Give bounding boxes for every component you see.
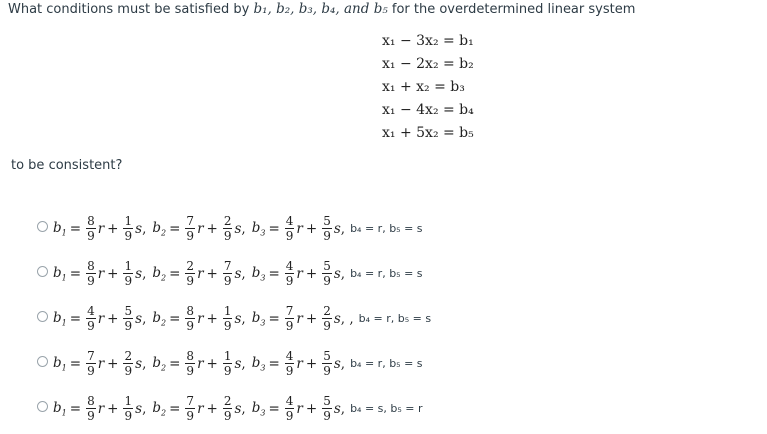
- fraction-numerator: 7: [285, 304, 294, 318]
- fraction-denominator: 9: [186, 274, 195, 288]
- plus-sign: +: [107, 220, 119, 237]
- coefficient-r: [285, 395, 295, 422]
- plus-sign: +: [305, 220, 318, 237]
- question-text: [8, 1, 635, 17]
- coefficient-s: [322, 305, 332, 332]
- variable-r: r: [97, 355, 105, 372]
- fraction-denominator: 9: [223, 364, 232, 378]
- fraction-numerator: 2: [186, 259, 195, 273]
- equals-sign: =: [169, 265, 181, 282]
- fraction-numerator: 7: [186, 394, 195, 408]
- coefficient-r: [86, 395, 96, 422]
- variable-r: r: [296, 400, 303, 417]
- radio-button[interactable]: [37, 266, 48, 277]
- fraction-numerator: 1: [223, 349, 232, 363]
- plus-sign: +: [206, 265, 218, 282]
- fraction-numerator: 2: [323, 304, 331, 318]
- coefficient-r: [86, 305, 96, 332]
- variable-s: s: [135, 400, 143, 417]
- plus-sign: +: [305, 400, 318, 417]
- fraction-numerator: 5: [124, 304, 133, 318]
- variable-s: s: [135, 220, 143, 237]
- fraction-numerator: 2: [124, 349, 133, 363]
- fraction-numerator: 4: [87, 304, 95, 318]
- coefficient-s: [223, 260, 233, 287]
- fraction-denominator: 9: [186, 364, 195, 378]
- variable-s: s: [234, 400, 242, 417]
- variable-s: s: [234, 265, 242, 282]
- fraction-denominator: 9: [285, 229, 294, 243]
- fraction-denominator: 9: [223, 274, 232, 288]
- variable-s: s: [234, 220, 242, 237]
- coefficient-s: [223, 305, 233, 332]
- fraction-denominator: 9: [186, 319, 195, 333]
- subscript: 3: [260, 318, 266, 328]
- equals-sign: =: [169, 355, 181, 372]
- variable-s: s: [135, 310, 143, 327]
- separator: ,: [142, 355, 147, 372]
- subscript: 3: [260, 228, 266, 238]
- variable-s: s: [135, 265, 143, 282]
- variable-r: r: [197, 220, 204, 237]
- option-formula: [53, 260, 423, 287]
- variable-b1: $b_1$: [53, 219, 67, 238]
- fraction-denominator: 9: [323, 409, 331, 423]
- equals-sign: =: [268, 355, 280, 372]
- coefficient-s: [123, 260, 133, 287]
- variable-s: s: [135, 355, 143, 372]
- system-equation-4: x₁ − 4x₂ = b₄: [382, 102, 474, 118]
- equals-sign: =: [69, 355, 82, 372]
- fraction-denominator: 9: [186, 409, 195, 423]
- subscript: 3: [260, 273, 266, 283]
- variable-b3: $b_3$: [251, 354, 266, 373]
- fraction-numerator: 8: [87, 394, 95, 408]
- question-suffix: for the overdetermined linear system: [387, 2, 636, 17]
- fraction-denominator: 9: [124, 229, 133, 243]
- plus-sign: +: [107, 265, 119, 282]
- subscript: 1: [61, 273, 67, 283]
- equals-sign: =: [69, 220, 82, 237]
- coefficient-r: [86, 260, 96, 287]
- variable-s: s: [333, 265, 341, 282]
- variable-r: r: [197, 355, 204, 372]
- coefficient-r: [185, 350, 195, 377]
- variable-b3: $b_3$: [251, 219, 266, 238]
- plus-sign: +: [206, 310, 218, 327]
- subscript: 1: [61, 363, 67, 373]
- fraction-numerator: 1: [124, 259, 133, 273]
- fraction-denominator: 9: [223, 409, 232, 423]
- coefficient-r: [185, 260, 195, 287]
- question-variables: b₁, b₂, b₃, b₄, and b₅: [253, 1, 388, 17]
- subscript: 3: [260, 408, 266, 418]
- fraction-denominator: 9: [87, 274, 95, 288]
- equals-sign: =: [268, 265, 280, 282]
- fraction-denominator: 9: [323, 229, 331, 243]
- variable-r: r: [97, 400, 105, 417]
- fraction-numerator: 5: [323, 394, 331, 408]
- variable-b3: $b_3$: [251, 399, 266, 418]
- question-continuation: to be consistent?: [11, 158, 123, 173]
- plus-sign: +: [305, 355, 318, 372]
- fraction-numerator: 8: [186, 349, 195, 363]
- subscript: 3: [260, 363, 266, 373]
- subscript: 2: [161, 228, 167, 238]
- coefficient-r: [285, 260, 295, 287]
- fraction-numerator: 1: [124, 394, 133, 408]
- plus-sign: +: [206, 220, 218, 237]
- option-tail: b₄ = s, b₅ = r: [350, 402, 423, 415]
- equals-sign: =: [268, 220, 280, 237]
- fraction-numerator: 7: [186, 214, 195, 228]
- coefficient-s: [123, 215, 133, 242]
- system-equation-3: x₁ + x₂ = b₃: [382, 79, 465, 95]
- fraction-numerator: 7: [223, 259, 232, 273]
- fraction-denominator: 9: [223, 229, 232, 243]
- radio-button[interactable]: [37, 356, 48, 367]
- separator: , ,: [340, 310, 354, 327]
- separator: ,: [142, 310, 147, 327]
- fraction-numerator: 8: [87, 259, 95, 273]
- separator: ,: [340, 265, 346, 282]
- plus-sign: +: [206, 355, 218, 372]
- coefficient-r: [285, 350, 295, 377]
- equals-sign: =: [268, 310, 280, 327]
- separator: ,: [340, 220, 346, 237]
- option-tail: b₄ = r, b₅ = s: [358, 312, 432, 325]
- variable-b3: $b_3$: [251, 264, 266, 283]
- fraction-denominator: 9: [124, 364, 133, 378]
- fraction-denominator: 9: [223, 319, 232, 333]
- subscript: 2: [161, 273, 167, 283]
- coefficient-r: [86, 215, 96, 242]
- variable-b1: $b_1$: [53, 264, 67, 283]
- coefficient-r: [86, 350, 96, 377]
- radio-button[interactable]: [37, 311, 48, 322]
- option-formula: [53, 395, 423, 422]
- coefficient-r: [185, 305, 195, 332]
- option-formula: [53, 215, 423, 242]
- fraction-denominator: 9: [87, 229, 95, 243]
- fraction-denominator: 9: [87, 364, 95, 378]
- variable-b3: $b_3$: [251, 309, 266, 328]
- variable-r: r: [197, 265, 204, 282]
- fraction-denominator: 9: [285, 364, 294, 378]
- separator: ,: [340, 355, 346, 372]
- fraction-numerator: 2: [223, 214, 232, 228]
- system-equation-1: x₁ − 3x₂ = b₁: [382, 33, 474, 49]
- plus-sign: +: [305, 310, 318, 327]
- option-formula: [53, 350, 423, 377]
- variable-b2: $b_2$: [152, 264, 167, 283]
- variable-s: s: [333, 310, 341, 327]
- fraction-numerator: 5: [323, 349, 331, 363]
- variable-s: s: [333, 220, 341, 237]
- option-formula: [53, 305, 431, 332]
- variable-r: r: [296, 310, 303, 327]
- plus-sign: +: [107, 355, 119, 372]
- equals-sign: =: [169, 220, 181, 237]
- variable-s: s: [333, 400, 341, 417]
- fraction-numerator: 4: [285, 259, 294, 273]
- coefficient-s: [322, 215, 332, 242]
- fraction-numerator: 5: [323, 214, 331, 228]
- variable-r: r: [97, 220, 105, 237]
- separator: ,: [142, 400, 147, 417]
- plus-sign: +: [107, 310, 119, 327]
- fraction-numerator: 7: [87, 349, 95, 363]
- variable-b1: $b_1$: [53, 399, 67, 418]
- fraction-numerator: 8: [87, 214, 95, 228]
- variable-r: r: [97, 265, 105, 282]
- system-equation-2: x₁ − 2x₂ = b₂: [382, 56, 474, 72]
- coefficient-r: [185, 395, 195, 422]
- fraction-numerator: 8: [186, 304, 195, 318]
- linear-system: [382, 30, 474, 145]
- coefficient-s: [223, 215, 233, 242]
- option-tail: b₄ = r, b₅ = s: [350, 267, 423, 280]
- fraction-denominator: 9: [87, 319, 95, 333]
- coefficient-s: [223, 350, 233, 377]
- subscript: 1: [61, 228, 67, 238]
- equals-sign: =: [69, 400, 82, 417]
- system-equation-5: x₁ + 5x₂ = b₅: [382, 125, 474, 141]
- fraction-denominator: 9: [124, 274, 133, 288]
- coefficient-r: [185, 215, 195, 242]
- subscript: 2: [161, 318, 167, 328]
- equals-sign: =: [69, 310, 82, 327]
- coefficient-s: [322, 260, 332, 287]
- equals-sign: =: [69, 265, 82, 282]
- fraction-denominator: 9: [186, 229, 195, 243]
- variable-b2: $b_2$: [152, 399, 167, 418]
- coefficient-r: [285, 215, 295, 242]
- fraction-numerator: 1: [223, 304, 232, 318]
- variable-r: r: [97, 310, 105, 327]
- variable-s: s: [333, 355, 341, 372]
- fraction-denominator: 9: [323, 364, 331, 378]
- subscript: 2: [161, 408, 167, 418]
- fraction-denominator: 9: [323, 319, 331, 333]
- radio-button[interactable]: [37, 221, 48, 232]
- separator: ,: [241, 355, 246, 372]
- coefficient-s: [123, 350, 133, 377]
- separator: ,: [241, 265, 246, 282]
- variable-s: s: [234, 355, 242, 372]
- equals-sign: =: [169, 310, 181, 327]
- separator: ,: [241, 400, 246, 417]
- fraction-denominator: 9: [124, 409, 133, 423]
- variable-r: r: [296, 355, 303, 372]
- separator: ,: [340, 400, 346, 417]
- plus-sign: +: [305, 265, 318, 282]
- variable-r: r: [296, 220, 303, 237]
- variable-r: r: [197, 310, 204, 327]
- subscript: 2: [161, 363, 167, 373]
- option-tail: b₄ = r, b₅ = s: [350, 357, 423, 370]
- variable-b1: $b_1$: [53, 354, 67, 373]
- coefficient-s: [322, 395, 332, 422]
- separator: ,: [241, 310, 246, 327]
- coefficient-s: [322, 350, 332, 377]
- subscript: 1: [61, 408, 67, 418]
- fraction-denominator: 9: [285, 409, 294, 423]
- coefficient-s: [123, 395, 133, 422]
- plus-sign: +: [107, 400, 119, 417]
- separator: ,: [142, 220, 147, 237]
- variable-b1: $b_1$: [53, 309, 67, 328]
- option-tail: b₄ = r, b₅ = s: [350, 222, 423, 235]
- fraction-numerator: 4: [285, 214, 294, 228]
- fraction-numerator: 5: [323, 259, 331, 273]
- radio-button[interactable]: [37, 401, 48, 412]
- fraction-denominator: 9: [323, 274, 331, 288]
- fraction-numerator: 1: [124, 214, 133, 228]
- variable-r: r: [197, 400, 204, 417]
- coefficient-r: [285, 305, 295, 332]
- fraction-numerator: 2: [223, 394, 232, 408]
- separator: ,: [142, 265, 147, 282]
- equals-sign: =: [268, 400, 280, 417]
- subscript: 1: [61, 318, 67, 328]
- equals-sign: =: [169, 400, 181, 417]
- variable-b2: $b_2$: [152, 354, 167, 373]
- variable-b2: $b_2$: [152, 309, 167, 328]
- separator: ,: [241, 220, 246, 237]
- fraction-denominator: 9: [124, 319, 133, 333]
- variable-r: r: [296, 265, 303, 282]
- coefficient-s: [123, 305, 133, 332]
- variable-s: s: [234, 310, 242, 327]
- plus-sign: +: [206, 400, 218, 417]
- question-prefix: What conditions must be satisfied by: [8, 2, 254, 17]
- fraction-numerator: 4: [285, 394, 294, 408]
- fraction-numerator: 4: [285, 349, 294, 363]
- fraction-denominator: 9: [285, 274, 294, 288]
- variable-b2: $b_2$: [152, 219, 167, 238]
- fraction-denominator: 9: [285, 319, 294, 333]
- coefficient-s: [223, 395, 233, 422]
- fraction-denominator: 9: [87, 409, 95, 423]
